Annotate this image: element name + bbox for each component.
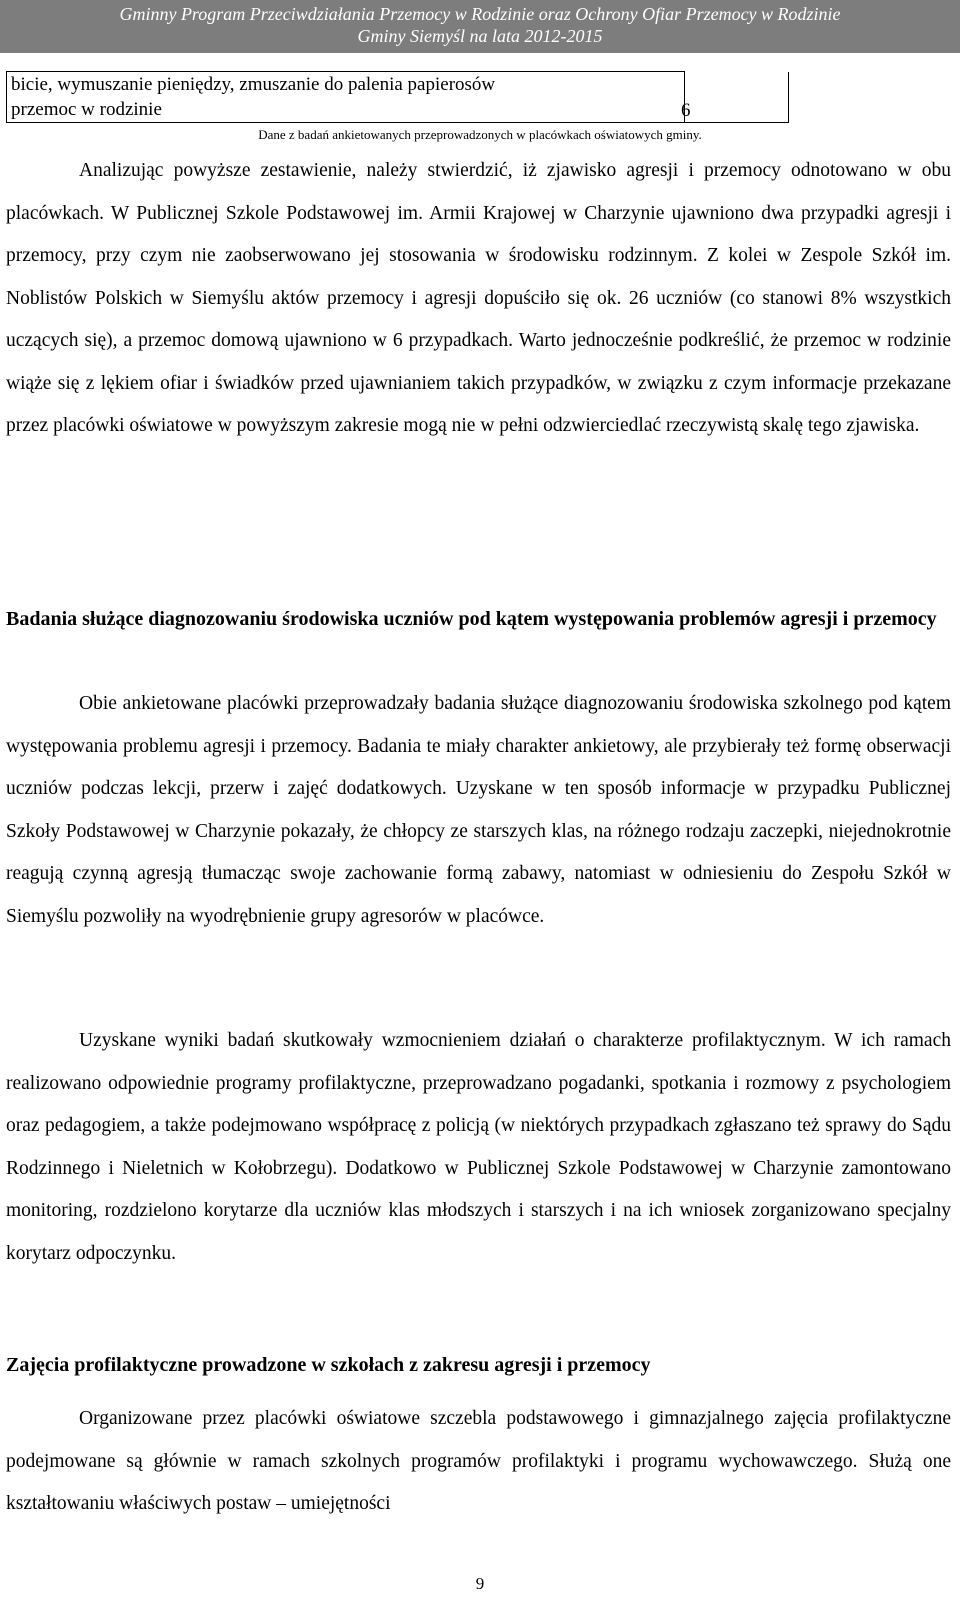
row-label: przemoc w rodzinie — [11, 98, 162, 120]
paragraph-activities: Organizowane przez placówki oświatowe szczebla podstawowego i gimnazjalnego zajęcia profilaktyczne podejmowane są głównie w ramach szkolnych programów profilaktyki i programu wychowawczego. Służą one kształtowaniu właściwych postaw – umiejętności — [6, 1408, 951, 1514]
table-cell-empty — [685, 97, 789, 123]
section-heading-activities: Zajęcia profilaktyczne prowadzone w szkołach z zakresu agresji i przemocy — [6, 1354, 651, 1376]
paragraph-results: Uzyskane wyniki badań skutkowały wzmocnieniem działań o charakterze profilaktycznym. W ich ramach realizowano odpowiednie programy profilaktyczne, przeprowadzano pogadanki, spotkania i rozmowy z psychologiem oraz pedagogiem, a także podejmowano współpracę z policją (w niektórych przypadkach zgłaszano też sprawy do Sądu Rodzinnego i Nieletnich w Kołobrzegu). Dodatkowo w Publicznej Szkole Podstawowej w Charzynie zamontowano monitoring, rozdzielono korytarze dla uczniów klas młodszych i starszych i na ich wniosek zorganizowano specjalny korytarz odpoczynku. — [6, 1030, 951, 1264]
data-table — [6, 71, 789, 123]
row-value: 6 — [681, 100, 691, 121]
table-row — [7, 97, 789, 123]
table-cell-empty — [685, 72, 789, 98]
source-note: Dane z badań ankietowanych przeprowadzonych w placówkach oświatowych gminy. — [258, 127, 702, 142]
page-number: 9 — [475, 1574, 485, 1593]
paragraph-analysis: Analizując powyższe zestawienie, należy stwierdzić, iż zjawisko agresji i przemocy odnotowano w obu placówkach. W Publicznej Szkole Podstawowej im. Armii Krajowej w Charzynie ujawniono dwa przypadki agresji i przemocy, przy czym nie zaobserwowano jej stosowania w środowisku rodzinnym. Z kolei w Zespole Szkół im. Noblistów Polskich w Siemyślu aktów przemocy i agresji dopuściło się ok. 26 uczniów (co stanowi 8% wszystkich uczących się), a przemoc domową ujawniono w 6 przypadkach. Warto jednocześnie podkreślić, że przemoc w rodzinie wiąże się z lękiem ofiar i świadków przed ujawnianiem takich przypadków, w związku z czym informacje przekazane przez placówki oświatowe w powyższym zakresie mogą nie w pełni odzwierciedlać rzeczywistą skalę tego zjawiska. — [6, 160, 951, 436]
page-header — [0, 0, 960, 53]
table-cell — [7, 97, 685, 123]
paragraph-research: Obie ankietowane placówki przeprowadzały badania służące diagnozowaniu środowiska szkolnego pod kątem występowania problemu agresji i przemocy. Badania te miały charakter ankietowy, ale przybierały też formę obserwacji uczniów podczas lekcji, przerw i zajęć dodatkowych. Uzyskane w ten sposób informacje w przypadku Publicznej Szkoły Podstawowej w Charzynie pokazały, że chłopcy ze starszych klas, na różnego rodzaju zaczepki, niejednokrotnie reagują czynną agresją tłumacząc swoje zachowanie formą zabawy, natomiast w odniesieniu do Zespołu Szkół w Siemyślu pozwoliły na wyodrębnienie grupy agresorów w placówce. — [6, 693, 951, 927]
section-heading-research: Badania służące diagnozowaniu środowiska uczniów pod kątem występowania problemów agresji i przemocy — [6, 608, 937, 630]
header-line-1: Gminny Program Przeciwdziałania Przemocy w Rodzinie oraz Ochrony Ofiar Przemocy w Rodzinie — [119, 4, 841, 24]
table-cell: bicie, wymuszanie pieniędzy, zmuszanie do palenia papierosów — [7, 72, 685, 98]
header-line-2: Gminy Siemyśl na lata 2012-2015 — [357, 26, 603, 46]
table-row — [7, 72, 789, 98]
